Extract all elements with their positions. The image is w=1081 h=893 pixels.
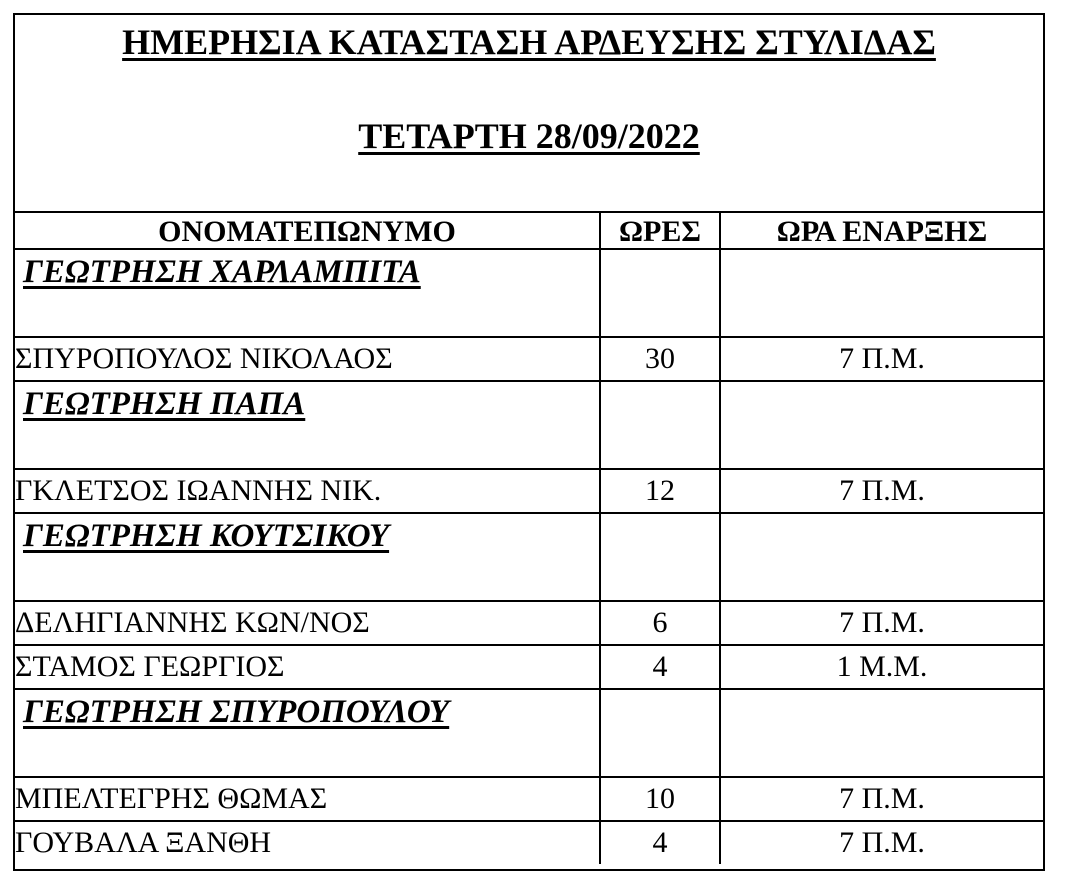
site-hours-cell [600, 689, 720, 777]
person-name-cell: ΜΠΕΛΤΕΓΡΗΣ ΘΩΜΑΣ [15, 777, 600, 821]
table-row [15, 601, 1043, 645]
person-name-cell: ΓΚΛΕΤΣΟΣ ΙΩΑΝΝΗΣ ΝΙΚ. [15, 469, 600, 513]
person-name-cell: ΣΠΥΡΟΠΟΥΛΟΣ ΝΙΚΟΛΑΟΣ [15, 337, 600, 381]
site-row [15, 381, 1043, 469]
site-start-cell [720, 689, 1043, 777]
site-name-cell [15, 249, 600, 337]
site-name-cell [15, 513, 600, 601]
person-name-cell: ΣΤΑΜΟΣ ΓΕΩΡΓΙΟΣ [15, 645, 600, 689]
site-hours-cell [600, 381, 720, 469]
hours-cell: 4 [600, 645, 720, 689]
person-name-cell: ΔΕΛΗΓΙΑΝΝΗΣ ΚΩΝ/ΝΟΣ [15, 601, 600, 645]
table-body [15, 211, 1043, 864]
site-name: ΓΕΩΤΡΗΣΗ ΠΑΠΑ [23, 386, 306, 422]
column-header-hours: ΩΡΕΣ [600, 211, 720, 249]
start-time-cell: 7 Π.Μ. [720, 337, 1043, 381]
site-row [15, 689, 1043, 777]
hours-cell: 10 [600, 777, 720, 821]
table-row [15, 645, 1043, 689]
column-header-start: ΩΡΑ ΕΝΑΡΞΗΣ [720, 211, 1043, 249]
site-hours-cell [600, 249, 720, 337]
site-row [15, 249, 1043, 337]
site-name: ΓΕΩΤΡΗΣΗ ΧΑΡΛΑΜΠΙΤΑ [23, 254, 421, 290]
site-name: ΓΕΩΤΡΗΣΗ ΚΟΥΤΣΙΚΟΥ [23, 518, 390, 554]
site-name-cell [15, 689, 600, 777]
hours-cell: 30 [600, 337, 720, 381]
table-header-row [15, 211, 1043, 249]
site-start-cell [720, 381, 1043, 469]
document-date: ΤΕΤΑΡΤΗ 28/09/2022 [358, 116, 700, 156]
start-time-cell: 7 Π.Μ. [720, 469, 1043, 513]
table-row [15, 469, 1043, 513]
person-name-cell: ΓΟΥΒΑΛΑ ΞΑΝΘΗ [15, 821, 600, 864]
site-name-cell [15, 381, 600, 469]
site-start-cell [720, 513, 1043, 601]
irrigation-table [15, 211, 1043, 864]
start-time-cell: 7 Π.Μ. [720, 821, 1043, 864]
table-row [15, 777, 1043, 821]
start-time-cell: 7 Π.Μ. [720, 601, 1043, 645]
table-row [15, 337, 1043, 381]
start-time-cell: 1 Μ.Μ. [720, 645, 1043, 689]
table-row [15, 821, 1043, 864]
start-time-cell: 7 Π.Μ. [720, 777, 1043, 821]
document-title: ΗΜΕΡΗΣΙΑ ΚΑΤΑΣΤΑΣΗ ΑΡΔΕΥΣΗΣ ΣΤΥΛΙΔΑΣ [122, 22, 936, 62]
site-row [15, 513, 1043, 601]
hours-cell: 4 [600, 821, 720, 864]
site-start-cell [720, 249, 1043, 337]
hours-cell: 12 [600, 469, 720, 513]
site-name: ΓΕΩΤΡΗΣΗ ΣΠΥΡΟΠΟΥΛΟΥ [23, 694, 450, 730]
document-frame [13, 13, 1045, 871]
hours-cell: 6 [600, 601, 720, 645]
title-block [15, 15, 1043, 213]
column-header-name: ΟΝΟΜΑΤΕΠΩΝΥΜΟ [15, 211, 600, 249]
site-hours-cell [600, 513, 720, 601]
